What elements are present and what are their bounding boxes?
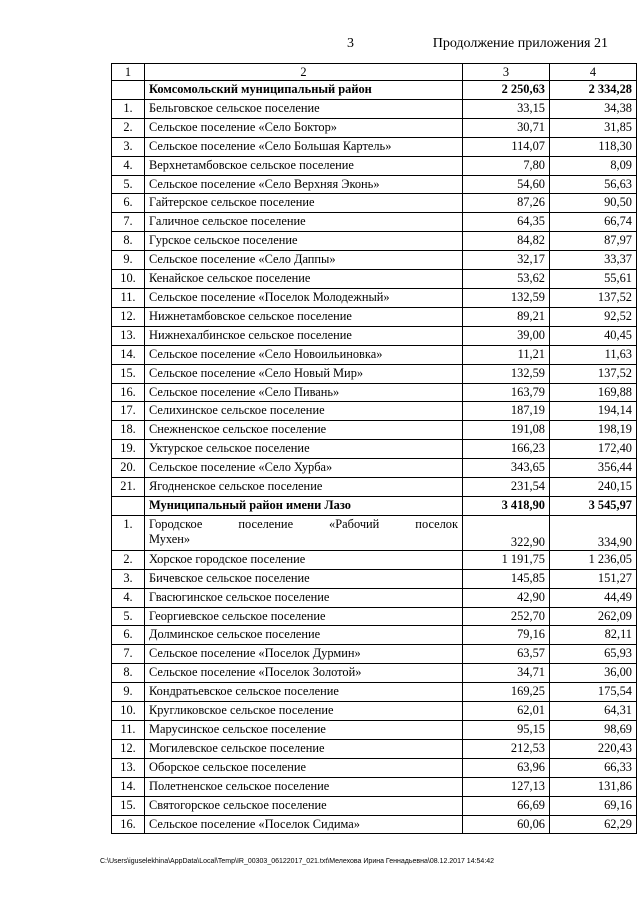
value-col4: 92,52: [550, 307, 637, 326]
table-row: [112, 459, 637, 478]
settlement-name: Ягодненское сельское поселение: [145, 478, 463, 497]
table-row: [112, 156, 637, 175]
row-number: 21.: [112, 478, 145, 497]
value-col4: 87,97: [550, 232, 637, 251]
value-col3: 132,59: [463, 288, 550, 307]
value-col3: 187,19: [463, 402, 550, 421]
row-number: 10.: [112, 702, 145, 721]
row-number: 8.: [112, 664, 145, 683]
value-col3: 212,53: [463, 739, 550, 758]
value-col4: 90,50: [550, 194, 637, 213]
table-row: [112, 137, 637, 156]
value-col4: 220,43: [550, 739, 637, 758]
value-col3: 145,85: [463, 569, 550, 588]
settlement-name: Гайтерское сельское поселение: [145, 194, 463, 213]
settlement-name: Сельское поселение «Поселок Молодежный»: [145, 288, 463, 307]
value-col3: 252,70: [463, 607, 550, 626]
value-col4: 64,31: [550, 702, 637, 721]
section-number: [112, 496, 145, 515]
value-col4: 82,11: [550, 626, 637, 645]
row-number: 6.: [112, 626, 145, 645]
settlement-name: Нижнетамбовское сельское поселение: [145, 307, 463, 326]
value-col3: 322,90: [463, 515, 550, 550]
table-row: [112, 194, 637, 213]
value-col4: 151,27: [550, 569, 637, 588]
row-number: 4.: [112, 156, 145, 175]
column-header-1: 1: [112, 64, 145, 81]
row-number: 6.: [112, 194, 145, 213]
value-col4: 69,16: [550, 796, 637, 815]
value-col3: 33,15: [463, 99, 550, 118]
value-col4: 62,29: [550, 815, 637, 834]
value-col3: 79,16: [463, 626, 550, 645]
row-number: 7.: [112, 213, 145, 232]
row-number: 14.: [112, 777, 145, 796]
table-row: [112, 515, 637, 550]
table-row: [112, 118, 637, 137]
value-col3: 54,60: [463, 175, 550, 194]
value-col4: 44,49: [550, 588, 637, 607]
value-col3: 127,13: [463, 777, 550, 796]
table-row: [112, 270, 637, 289]
page-number: 3: [347, 36, 354, 51]
value-col3: 87,26: [463, 194, 550, 213]
value-col4: 334,90: [550, 515, 637, 550]
settlement-name: Хорское городское поселение: [145, 550, 463, 569]
table-row: [112, 607, 637, 626]
settlement-name: Бельговское сельское поселение: [145, 99, 463, 118]
value-col4: 40,45: [550, 326, 637, 345]
table-row: [112, 421, 637, 440]
column-header-3: 3: [463, 64, 550, 81]
file-path-footer: C:\Users\iguselekhina\AppData\Local\Temp\IR_00303_06122017_021.txt\Мелехова Ирина Геннадьевна\08.12.2017 14:54:42: [100, 858, 495, 865]
row-number: 2.: [112, 118, 145, 137]
value-col4: 1 236,05: [550, 550, 637, 569]
value-col3: 30,71: [463, 118, 550, 137]
section-header-row: [112, 81, 637, 100]
row-number: 13.: [112, 758, 145, 777]
table-row: [112, 402, 637, 421]
value-col3: 39,00: [463, 326, 550, 345]
value-col4: 198,19: [550, 421, 637, 440]
row-number: 3.: [112, 569, 145, 588]
row-number: 18.: [112, 421, 145, 440]
settlement-name: Долминское сельское поселение: [145, 626, 463, 645]
row-number: 1.: [112, 515, 145, 550]
settlement-name: Кенайское сельское поселение: [145, 270, 463, 289]
table-row: [112, 645, 637, 664]
row-number: 9.: [112, 251, 145, 270]
value-col3: 60,06: [463, 815, 550, 834]
value-col4: 175,54: [550, 683, 637, 702]
row-number: 12.: [112, 739, 145, 758]
value-col4: 172,40: [550, 440, 637, 459]
settlement-name: Сельское поселение «Поселок Золотой»: [145, 664, 463, 683]
row-number: 19.: [112, 440, 145, 459]
value-col3: 343,65: [463, 459, 550, 478]
value-col3: 84,82: [463, 232, 550, 251]
value-col4: 66,33: [550, 758, 637, 777]
settlement-name: Снежненское сельское поселение: [145, 421, 463, 440]
value-col3: 66,69: [463, 796, 550, 815]
value-col3: 166,23: [463, 440, 550, 459]
table-row: [112, 99, 637, 118]
table-row: [112, 213, 637, 232]
row-number: 5.: [112, 607, 145, 626]
value-col4: 65,93: [550, 645, 637, 664]
value-col3: 1 191,75: [463, 550, 550, 569]
row-number: 13.: [112, 326, 145, 345]
table-row: [112, 251, 637, 270]
settlement-name: Селихинское сельское поселение: [145, 402, 463, 421]
value-col4: 194,14: [550, 402, 637, 421]
value-col3: 89,21: [463, 307, 550, 326]
row-number: 16.: [112, 383, 145, 402]
row-number: 7.: [112, 645, 145, 664]
value-col3: 114,07: [463, 137, 550, 156]
table-row: [112, 626, 637, 645]
value-col3: 95,15: [463, 721, 550, 740]
table-row: [112, 232, 637, 251]
value-col4: 356,44: [550, 459, 637, 478]
row-number: 1.: [112, 99, 145, 118]
value-col3: 34,71: [463, 664, 550, 683]
section-header-row: [112, 496, 637, 515]
value-col4: 11,63: [550, 345, 637, 364]
settlement-name: Оборское сельское поселение: [145, 758, 463, 777]
settlement-name: Сельское поселение «Село Верхняя Эконь»: [145, 175, 463, 194]
value-col3: 132,59: [463, 364, 550, 383]
table-row: [112, 815, 637, 834]
settlement-name-line2: Мухен»: [149, 531, 191, 546]
value-col4: 118,30: [550, 137, 637, 156]
row-number: 8.: [112, 232, 145, 251]
section-total-col4: 2 334,28: [550, 81, 637, 100]
settlement-name-line1: Городское поселение «Рабочий поселок: [149, 516, 458, 531]
section-title: Комсомольский муниципальный район: [145, 81, 463, 100]
table-row: [112, 383, 637, 402]
value-col3: 11,21: [463, 345, 550, 364]
value-col3: 191,08: [463, 421, 550, 440]
row-number: 2.: [112, 550, 145, 569]
table-row: [112, 288, 637, 307]
value-col3: 163,79: [463, 383, 550, 402]
section-title: Муниципальный район имени Лазо: [145, 496, 463, 515]
settlement-name: Сельское поселение «Село Пивань»: [145, 383, 463, 402]
section-total-col4: 3 545,97: [550, 496, 637, 515]
settlement-name: Уктурское сельское поселение: [145, 440, 463, 459]
value-col3: 63,96: [463, 758, 550, 777]
settlement-name: [145, 515, 463, 550]
value-col3: 64,35: [463, 213, 550, 232]
row-number: 20.: [112, 459, 145, 478]
value-col4: 8,09: [550, 156, 637, 175]
settlement-name: Верхнетамбовское сельское поселение: [145, 156, 463, 175]
settlement-name: Кондратьевское сельское поселение: [145, 683, 463, 702]
row-number: 15.: [112, 364, 145, 383]
row-number: 11.: [112, 721, 145, 740]
table-row: [112, 569, 637, 588]
value-col4: 262,09: [550, 607, 637, 626]
settlement-name: Сельское поселение «Село Новый Мир»: [145, 364, 463, 383]
table-row: [112, 175, 637, 194]
value-col4: 36,00: [550, 664, 637, 683]
row-number: 17.: [112, 402, 145, 421]
value-col4: 137,52: [550, 288, 637, 307]
table-header-row: [112, 64, 637, 81]
row-number: 10.: [112, 270, 145, 289]
row-number: 16.: [112, 815, 145, 834]
data-table: [111, 63, 637, 834]
table-row: [112, 478, 637, 497]
table-row: [112, 777, 637, 796]
table-row: [112, 345, 637, 364]
section-total-col3: 2 250,63: [463, 81, 550, 100]
column-header-4: 4: [550, 64, 637, 81]
settlement-name: Кругликовское сельское поселение: [145, 702, 463, 721]
settlement-name: Сельское поселение «Село Новоильиновка»: [145, 345, 463, 364]
value-col3: 63,57: [463, 645, 550, 664]
settlement-name: Сельское поселение «Село Даппы»: [145, 251, 463, 270]
settlement-name: Могилевское сельское поселение: [145, 739, 463, 758]
column-header-2: 2: [145, 64, 463, 81]
section-number: [112, 81, 145, 100]
row-number: 3.: [112, 137, 145, 156]
settlement-name: Георгиевское сельское поселение: [145, 607, 463, 626]
value-col3: 62,01: [463, 702, 550, 721]
value-col3: 7,80: [463, 156, 550, 175]
appendix-caption: Продолжение приложения 21: [432, 36, 608, 51]
value-col3: 231,54: [463, 478, 550, 497]
settlement-name: Сельское поселение «Поселок Дурмин»: [145, 645, 463, 664]
value-col4: 34,38: [550, 99, 637, 118]
settlement-name: Сельское поселение «Поселок Сидима»: [145, 815, 463, 834]
settlement-name: Сельское поселение «Село Боктор»: [145, 118, 463, 137]
value-col4: 55,61: [550, 270, 637, 289]
settlement-name: Сельское поселение «Село Хурба»: [145, 459, 463, 478]
table-row: [112, 364, 637, 383]
table-row: [112, 440, 637, 459]
value-col3: 169,25: [463, 683, 550, 702]
table-row: [112, 683, 637, 702]
value-col4: 131,86: [550, 777, 637, 796]
table-row: [112, 739, 637, 758]
table-row: [112, 307, 637, 326]
settlement-name: Гурское сельское поселение: [145, 232, 463, 251]
settlement-name: Галичное сельское поселение: [145, 213, 463, 232]
value-col4: 66,74: [550, 213, 637, 232]
value-col3: 32,17: [463, 251, 550, 270]
settlement-name: Бичевское сельское поселение: [145, 569, 463, 588]
table-row: [112, 721, 637, 740]
settlement-name: Полетненское сельское поселение: [145, 777, 463, 796]
row-number: 15.: [112, 796, 145, 815]
settlement-name: Нижнехалбинское сельское поселение: [145, 326, 463, 345]
value-col4: 169,88: [550, 383, 637, 402]
row-number: 14.: [112, 345, 145, 364]
table-row: [112, 796, 637, 815]
value-col4: 56,63: [550, 175, 637, 194]
value-col3: 42,90: [463, 588, 550, 607]
table-row: [112, 702, 637, 721]
row-number: 5.: [112, 175, 145, 194]
section-total-col3: 3 418,90: [463, 496, 550, 515]
settlement-name: Святогорское сельское поселение: [145, 796, 463, 815]
row-number: 9.: [112, 683, 145, 702]
row-number: 4.: [112, 588, 145, 607]
row-number: 12.: [112, 307, 145, 326]
table-row: [112, 758, 637, 777]
value-col4: 240,15: [550, 478, 637, 497]
table-row: [112, 664, 637, 683]
value-col4: 33,37: [550, 251, 637, 270]
table-row: [112, 550, 637, 569]
value-col3: 53,62: [463, 270, 550, 289]
value-col4: 98,69: [550, 721, 637, 740]
settlement-name: Гвасюгинское сельское поселение: [145, 588, 463, 607]
settlement-name: Марусинское сельское поселение: [145, 721, 463, 740]
table-row: [112, 326, 637, 345]
row-number: 11.: [112, 288, 145, 307]
value-col4: 137,52: [550, 364, 637, 383]
value-col4: 31,85: [550, 118, 637, 137]
table-row: [112, 588, 637, 607]
settlement-name: Сельское поселение «Село Большая Картель»: [145, 137, 463, 156]
